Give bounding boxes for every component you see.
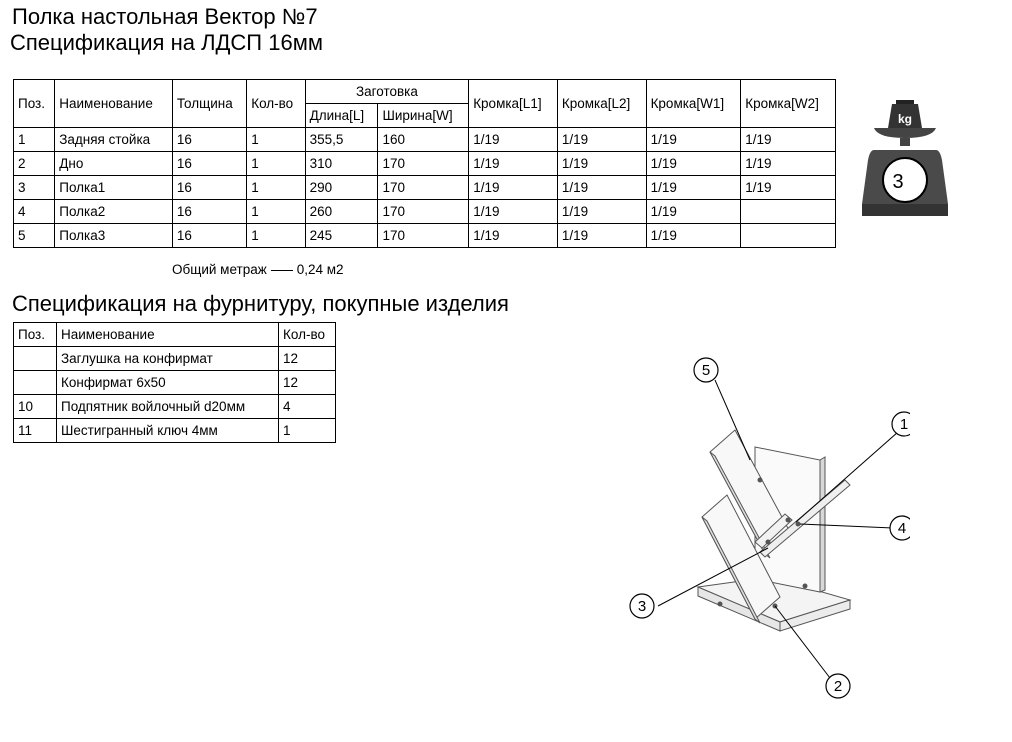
cell-edge-w1: 1/19 <box>646 128 741 152</box>
cell-length: 310 <box>305 152 378 176</box>
cell-thickness: 16 <box>172 128 246 152</box>
cell-pos: 11 <box>14 419 57 443</box>
cell-length: 290 <box>305 176 378 200</box>
weight-unit: kg <box>897 112 913 126</box>
cell-qty: 1 <box>247 200 305 224</box>
cell-pos: 2 <box>14 152 55 176</box>
col-thickness: Толщина <box>172 80 246 128</box>
cell-pos: 5 <box>14 224 55 248</box>
total-label: Общий метраж <box>172 262 267 277</box>
cell-qty: 12 <box>279 347 336 371</box>
cell-name: Заглушка на конфирмат <box>57 347 279 371</box>
table-row <box>14 371 336 395</box>
cell-name: Дно <box>55 152 173 176</box>
dash-divider <box>271 270 293 271</box>
cell-qty: 4 <box>279 395 336 419</box>
cell-edge-l1: 1/19 <box>469 128 558 152</box>
cell-pos: 1 <box>14 128 55 152</box>
total-area <box>172 262 344 277</box>
cell-qty: 1 <box>247 152 305 176</box>
cell-name: Полка1 <box>55 176 173 200</box>
col-edge-w2: Кромка[W2] <box>741 80 836 128</box>
col-pos: Поз. <box>14 323 57 347</box>
callout-3: 3 <box>637 598 647 615</box>
col-edge-l1: Кромка[L1] <box>469 80 558 128</box>
table-row <box>14 347 336 371</box>
cell-name: Шестигранный ключ 4мм <box>57 419 279 443</box>
cell-width: 170 <box>378 176 469 200</box>
cell-pos <box>14 347 57 371</box>
callout-2: 2 <box>833 678 843 695</box>
col-edge-l2: Кромка[L2] <box>557 80 646 128</box>
col-name: Наименование <box>55 80 173 128</box>
cell-edge-w2 <box>741 224 836 248</box>
cell-qty: 1 <box>279 419 336 443</box>
col-name: Наименование <box>57 323 279 347</box>
cell-edge-l2: 1/19 <box>557 224 646 248</box>
table-row <box>14 176 836 200</box>
cell-name: Конфирмат 6х50 <box>57 371 279 395</box>
col-width: Ширина[W] <box>378 104 469 128</box>
cell-edge-l2: 1/19 <box>557 152 646 176</box>
fittings-spec-title: Спецификация на фурнитуру, покупные изделия <box>12 291 509 316</box>
cell-width: 160 <box>378 128 469 152</box>
cell-edge-w1: 1/19 <box>646 176 741 200</box>
callout-4: 4 <box>897 520 907 537</box>
col-edge-w1: Кромка[W1] <box>646 80 741 128</box>
cell-thickness: 16 <box>172 152 246 176</box>
cell-qty: 1 <box>247 128 305 152</box>
table-row <box>14 152 836 176</box>
cell-width: 170 <box>378 200 469 224</box>
ldsp-spec-title: Спецификация на ЛДСП 16мм <box>10 30 323 55</box>
cell-name: Полка3 <box>55 224 173 248</box>
cell-qty: 12 <box>279 371 336 395</box>
col-blank: Заготовка <box>305 80 469 104</box>
cell-edge-l1: 1/19 <box>469 200 558 224</box>
cell-thickness: 16 <box>172 224 246 248</box>
total-value: 0,24 м2 <box>296 262 344 277</box>
cell-length: 260 <box>305 200 378 224</box>
cell-width: 170 <box>378 224 469 248</box>
cell-edge-l1: 1/19 <box>469 152 558 176</box>
ldsp-spec-table <box>13 79 836 248</box>
cell-edge-w1: 1/19 <box>646 200 741 224</box>
cell-thickness: 16 <box>172 176 246 200</box>
col-length: Длина[L] <box>305 104 378 128</box>
cell-edge-w2: 1/19 <box>741 128 836 152</box>
weight-value: 3 <box>892 171 904 193</box>
cell-edge-l2: 1/19 <box>557 200 646 224</box>
cell-edge-w2: 1/19 <box>741 152 836 176</box>
callout-1: 1 <box>899 416 909 433</box>
cell-length: 355,5 <box>305 128 378 152</box>
col-pos: Поз. <box>14 80 55 128</box>
cell-edge-l2: 1/19 <box>557 128 646 152</box>
cell-edge-l1: 1/19 <box>469 224 558 248</box>
table-row <box>14 419 336 443</box>
col-qty: Кол-во <box>279 323 336 347</box>
cell-pos: 10 <box>14 395 57 419</box>
cell-thickness: 16 <box>172 200 246 224</box>
cell-pos: 3 <box>14 176 55 200</box>
cell-name: Подпятник войлочный d20мм <box>57 395 279 419</box>
callout-5: 5 <box>701 362 711 379</box>
cell-length: 245 <box>305 224 378 248</box>
fittings-table <box>13 322 336 443</box>
table-row <box>14 224 836 248</box>
col-qty: Кол-во <box>247 80 305 128</box>
cell-name: Задняя стойка <box>55 128 173 152</box>
cell-name: Полка2 <box>55 200 173 224</box>
cell-pos: 4 <box>14 200 55 224</box>
cell-edge-l2: 1/19 <box>557 176 646 200</box>
assembly-drawing <box>620 352 910 702</box>
table-row <box>14 128 836 152</box>
cell-edge-w2: 1/19 <box>741 176 836 200</box>
cell-qty: 1 <box>247 176 305 200</box>
table-row <box>14 200 836 224</box>
cell-edge-w1: 1/19 <box>646 152 741 176</box>
cell-qty: 1 <box>247 224 305 248</box>
cell-edge-l1: 1/19 <box>469 176 558 200</box>
cell-pos <box>14 371 57 395</box>
cell-edge-w1: 1/19 <box>646 224 741 248</box>
document-title: Полка настольная Вектор №7 <box>12 4 318 29</box>
scale-icon <box>858 94 952 220</box>
cell-edge-w2 <box>741 200 836 224</box>
cell-width: 170 <box>378 152 469 176</box>
table-row <box>14 395 336 419</box>
